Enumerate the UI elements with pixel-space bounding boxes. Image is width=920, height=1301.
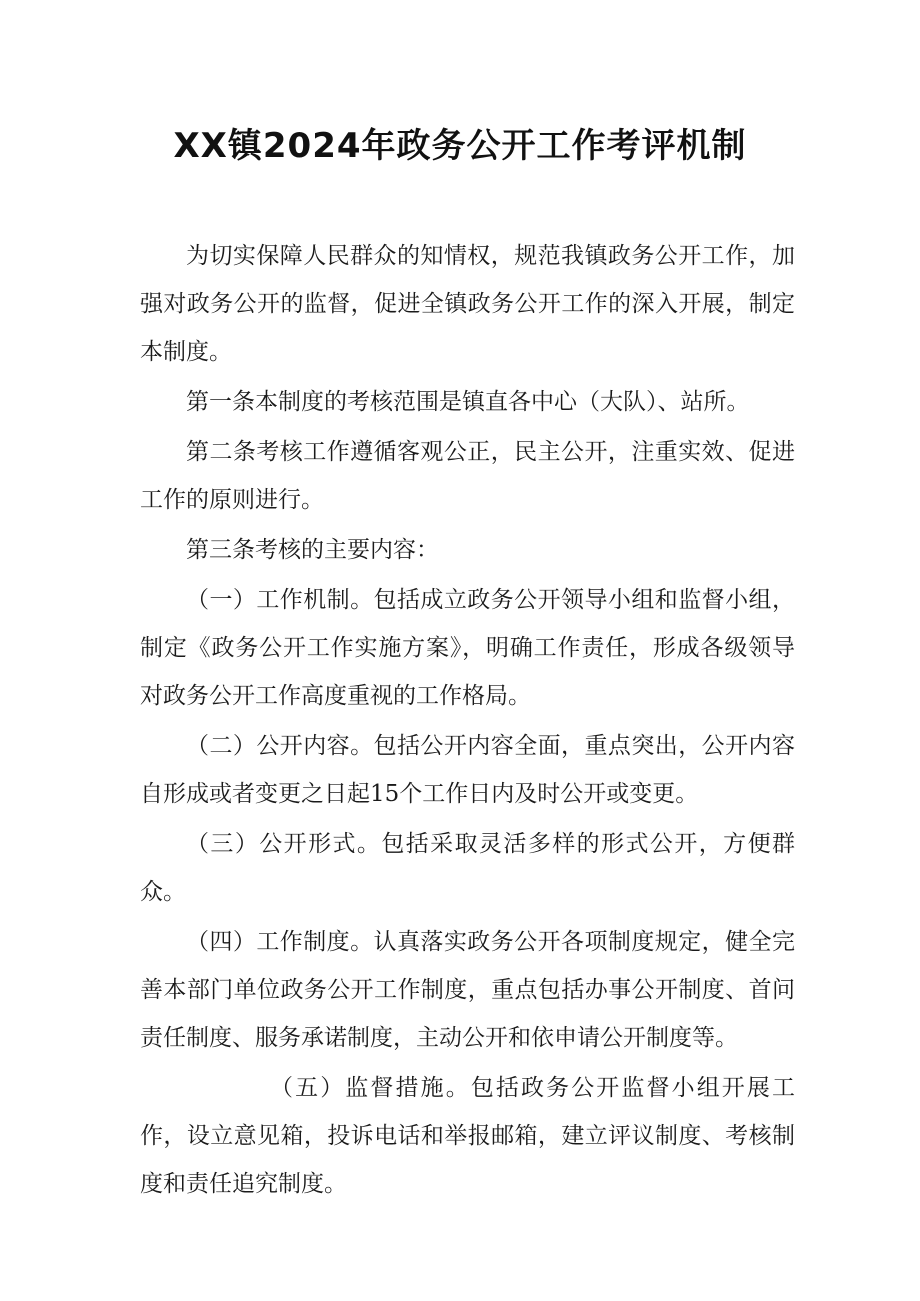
paragraph-item-4: （四）工作制度。认真落实政务公开各项制度规定，健全完善本部门单位政务公开工作制度，重点包括办事公开制度、首问责任制度、服务承诺制度，主动公开和依申请公开制度等。 xyxy=(140,929,795,1051)
paragraph-item-5: （五）监督措施。包括政务公开监督小组开展工作，设立意见箱，投诉电话和举报邮箱，建立评议制度、考核制度和责任追究制度。 xyxy=(140,1075,795,1197)
paragraph-item-1: （一）工作机制。包括成立政务公开领导小组和监督小组，制定《政务公开工作实施方案》，明确工作责任，形成各级领导对政务公开工作高度重视的工作格局。 xyxy=(140,587,795,709)
paragraph-item-3: （三）公开形式。包括采取灵活多样的形式公开，方便群众。 xyxy=(140,831,795,905)
paragraph-article-2: 第二条考核工作遵循客观公正，民主公开，注重实效、促进工作的原则进行。 xyxy=(140,439,795,513)
paragraph-intro: 为切实保障人民群众的知情权，规范我镇政务公开工作，加强对政务公开的监督，促进全镇政务公开工作的深入开展，制定本制度。 xyxy=(140,243,795,365)
document-title: XX镇2024年政务公开工作考评机制 xyxy=(173,126,747,166)
paragraph-article-1: 第一条本制度的考核范围是镇直各中心（大队）、站所。 xyxy=(186,389,750,415)
document-body xyxy=(140,232,795,1210)
paragraph-item-2: （二）公开内容。包括公开内容全面，重点突出，公开内容自形成或者变更之日起15个工作日内及时公开或变更。 xyxy=(140,733,795,807)
paragraph-article-3: 第三条考核的主要内容： xyxy=(186,537,439,563)
